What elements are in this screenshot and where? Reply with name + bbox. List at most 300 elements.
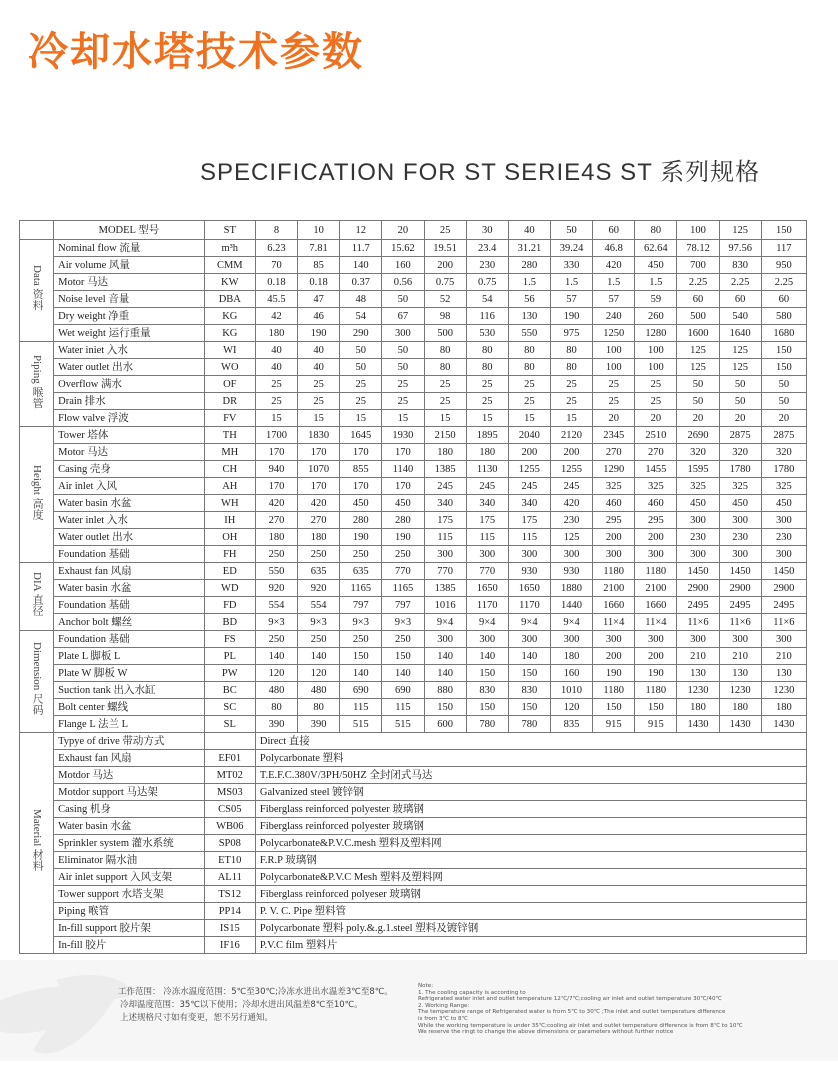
- table-cell: 1170: [508, 597, 550, 614]
- table-cell: 200: [635, 648, 677, 665]
- table-cell: 1.5: [593, 274, 635, 291]
- row-label: Piping 喉管: [54, 903, 205, 920]
- table-cell: 797: [340, 597, 382, 614]
- row-label: In-fill 胶片: [54, 937, 205, 954]
- footer-notes-cn: [118, 986, 393, 1025]
- table-cell: 940: [255, 461, 297, 478]
- table-row: [20, 546, 807, 563]
- table-cell: 150: [382, 648, 424, 665]
- table-cell: 180: [719, 699, 761, 716]
- table-cell: 450: [635, 257, 677, 274]
- table-cell: 1450: [719, 563, 761, 580]
- table-cell: 80: [424, 359, 466, 376]
- table-cell: 98: [424, 308, 466, 325]
- table-cell: 1255: [508, 461, 550, 478]
- table-cell: 500: [424, 325, 466, 342]
- row-code: KG: [204, 308, 255, 325]
- table-cell: 15: [424, 410, 466, 427]
- table-row: [20, 240, 807, 257]
- row-label: Water basin 水盆: [54, 818, 205, 835]
- table-cell: 57: [550, 291, 592, 308]
- table-cell: 80: [466, 342, 508, 359]
- table-cell: 420: [593, 257, 635, 274]
- table-cell: 250: [382, 631, 424, 648]
- table-cell: 1165: [382, 580, 424, 597]
- table-cell: 125: [677, 359, 719, 376]
- table-cell: 115: [508, 529, 550, 546]
- row-label: Air inlet support 入风支架: [54, 869, 205, 886]
- row-label: Sprinkler system 灌水系统: [54, 835, 205, 852]
- table-row: [20, 444, 807, 461]
- table-cell: 830: [466, 682, 508, 699]
- row-code: FS: [204, 631, 255, 648]
- table-cell: 120: [255, 665, 297, 682]
- table-cell: 690: [382, 682, 424, 699]
- table-cell: 180: [298, 529, 340, 546]
- table-cell: 2150: [424, 427, 466, 444]
- table-cell: 11×6: [761, 614, 806, 631]
- table-row: [20, 427, 807, 444]
- table-cell: 635: [298, 563, 340, 580]
- table-row: [20, 461, 807, 478]
- table-cell: 80: [255, 699, 297, 716]
- table-cell: 770: [424, 563, 466, 580]
- table-row: [20, 563, 807, 580]
- row-code: WB06: [204, 818, 255, 835]
- table-cell: 140: [298, 648, 340, 665]
- table-cell: 60: [677, 291, 719, 308]
- table-cell: 40: [255, 342, 297, 359]
- group-label-cell: [20, 733, 54, 954]
- table-cell: 1830: [298, 427, 340, 444]
- row-code: FD: [204, 597, 255, 614]
- table-cell: 15.62: [382, 240, 424, 257]
- table-cell: 50: [382, 291, 424, 308]
- table-cell: 1930: [382, 427, 424, 444]
- table-cell: 97.56: [719, 240, 761, 257]
- table-cell: 20: [593, 410, 635, 427]
- table-row: [20, 410, 807, 427]
- table-cell: 1230: [677, 682, 719, 699]
- material-value: F.R.P 玻璃钢: [255, 852, 806, 869]
- table-cell: 59: [635, 291, 677, 308]
- table-cell: 175: [508, 512, 550, 529]
- footer-notes-en: [418, 983, 828, 1036]
- footer-en-line: Refrigerated water inlet and outlet temperature 12℃/7℃;cooling air inlet and outlet temperature 30℃/40℃: [418, 996, 722, 1003]
- footer-cn-line: 上述规格尺寸如有变更，恕不另行通知。: [120, 1013, 274, 1023]
- table-cell: 550: [255, 563, 297, 580]
- table-cell: 200: [635, 529, 677, 546]
- table-cell: 600: [424, 716, 466, 733]
- table-cell: 1255: [550, 461, 592, 478]
- footer-en-line: While the working temperature is under 35℃;cooling air inlet and outlet temperature difference is from 8℃ to 10℃: [418, 1022, 743, 1029]
- table-cell: 9×4: [424, 614, 466, 631]
- table-cell: 460: [635, 495, 677, 512]
- row-code: TS12: [204, 886, 255, 903]
- table-cell: 140: [466, 648, 508, 665]
- row-label: Flange L 法兰 L: [54, 716, 205, 733]
- table-cell: 295: [593, 512, 635, 529]
- table-cell: 9×4: [466, 614, 508, 631]
- table-cell: 46: [298, 308, 340, 325]
- table-row: [20, 835, 807, 852]
- table-cell: 1016: [424, 597, 466, 614]
- table-cell: 15: [508, 410, 550, 427]
- table-cell: 130: [677, 665, 719, 682]
- material-value: Polycarbonate&P.V.C.mesh 塑料及塑料网: [255, 835, 806, 852]
- table-row: [20, 648, 807, 665]
- footer-cn-line: 工作范围： 冷冻水温度范围：5℃至30℃;冷冻水进出水温差3℃至8℃。: [118, 987, 393, 997]
- table-cell: 50: [719, 393, 761, 410]
- table-cell: 797: [382, 597, 424, 614]
- table-cell: 920: [298, 580, 340, 597]
- table-cell: 250: [340, 546, 382, 563]
- table-cell: 300: [761, 631, 806, 648]
- table-cell: 260: [635, 308, 677, 325]
- row-code: SC: [204, 699, 255, 716]
- table-cell: 6.23: [255, 240, 297, 257]
- material-value: Fiberglass reinforced polyester 玻璃钢: [255, 818, 806, 835]
- table-cell: 1180: [635, 563, 677, 580]
- table-cell: 300: [508, 631, 550, 648]
- table-cell: 230: [719, 529, 761, 546]
- table-cell: 117: [761, 240, 806, 257]
- table-cell: 140: [424, 665, 466, 682]
- row-code: OH: [204, 529, 255, 546]
- table-cell: 250: [382, 546, 424, 563]
- table-cell: 25: [550, 376, 592, 393]
- table-cell: 2900: [719, 580, 761, 597]
- row-label: Air volume 风量: [54, 257, 205, 274]
- table-cell: 530: [466, 325, 508, 342]
- table-cell: 9×4: [508, 614, 550, 631]
- table-cell: 245: [466, 478, 508, 495]
- table-cell: 180: [466, 444, 508, 461]
- table-cell: 325: [761, 478, 806, 495]
- table-cell: 1430: [677, 716, 719, 733]
- row-code: MT02: [204, 767, 255, 784]
- table-cell: 25: [508, 376, 550, 393]
- table-cell: 515: [340, 716, 382, 733]
- row-code: DBA: [204, 291, 255, 308]
- row-label: Water basin 水盆: [54, 580, 205, 597]
- table-cell: 300: [677, 512, 719, 529]
- group-label-cell: [20, 342, 54, 427]
- row-code: AH: [204, 478, 255, 495]
- table-cell: 130: [761, 665, 806, 682]
- table-cell: 250: [298, 546, 340, 563]
- table-cell: 250: [340, 631, 382, 648]
- model-column-header: 12: [340, 221, 382, 240]
- table-row: [20, 869, 807, 886]
- table-cell: 280: [508, 257, 550, 274]
- table-row: [20, 716, 807, 733]
- table-cell: 140: [508, 648, 550, 665]
- table-cell: 11×6: [677, 614, 719, 631]
- row-label: Typye of drive 带动方式: [54, 733, 205, 750]
- table-cell: 1.5: [508, 274, 550, 291]
- table-cell: 1645: [340, 427, 382, 444]
- table-cell: 320: [719, 444, 761, 461]
- table-cell: 1180: [593, 682, 635, 699]
- row-label: Exhaust fan 风扇: [54, 563, 205, 580]
- row-code: PP14: [204, 903, 255, 920]
- table-cell: 1880: [550, 580, 592, 597]
- table-cell: 780: [508, 716, 550, 733]
- material-value: Galvanized steel 镀锌钢: [255, 784, 806, 801]
- table-cell: 1.5: [550, 274, 592, 291]
- table-cell: 115: [382, 699, 424, 716]
- model-column-header: 60: [593, 221, 635, 240]
- row-code: SP08: [204, 835, 255, 852]
- table-cell: 320: [761, 444, 806, 461]
- table-cell: 950: [761, 257, 806, 274]
- table-cell: 140: [340, 665, 382, 682]
- table-cell: 1650: [508, 580, 550, 597]
- row-code: IS15: [204, 920, 255, 937]
- group-label: Piping 喉管: [31, 354, 44, 409]
- table-cell: 325: [593, 478, 635, 495]
- table-cell: 780: [466, 716, 508, 733]
- table-cell: 554: [298, 597, 340, 614]
- table-cell: 20: [677, 410, 719, 427]
- table-cell: 180: [677, 699, 719, 716]
- table-cell: 150: [635, 699, 677, 716]
- table-cell: 7.81: [298, 240, 340, 257]
- row-label: Exhaust fan 风扇: [54, 750, 205, 767]
- table-cell: 1.5: [635, 274, 677, 291]
- table-cell: 230: [677, 529, 719, 546]
- table-cell: 62.64: [635, 240, 677, 257]
- table-row: [20, 937, 807, 954]
- table-cell: 320: [677, 444, 719, 461]
- table-cell: 300: [550, 631, 592, 648]
- table-cell: 25: [466, 376, 508, 393]
- table-cell: 170: [298, 478, 340, 495]
- table-cell: 80: [550, 359, 592, 376]
- table-cell: 20: [635, 410, 677, 427]
- page-title: 冷却水塔技术参数: [28, 29, 364, 75]
- table-cell: 554: [255, 597, 297, 614]
- table-row: [20, 818, 807, 835]
- row-label: Water iniet 入水: [54, 342, 205, 359]
- table-cell: 25: [424, 393, 466, 410]
- footer-en-line: We reserve the ringt to change the above dimensions or parameters without further notice: [418, 1029, 674, 1036]
- material-value: Polycarbonate 塑料 poly.&.g.1.steel 塑料及镀锌钢: [255, 920, 806, 937]
- table-cell: 160: [550, 665, 592, 682]
- table-cell: 25: [298, 393, 340, 410]
- table-row: [20, 257, 807, 274]
- table-cell: 1010: [550, 682, 592, 699]
- table-cell: 150: [466, 665, 508, 682]
- table-cell: 25: [635, 376, 677, 393]
- table-cell: 0.75: [466, 274, 508, 291]
- table-row: [20, 342, 807, 359]
- group-label-cell: [20, 631, 54, 733]
- table-cell: 230: [761, 529, 806, 546]
- table-cell: 300: [466, 631, 508, 648]
- row-code: EF01: [204, 750, 255, 767]
- spec-title: SPECIFICATION FOR ST SERIE4S ST 系列规格: [200, 159, 761, 186]
- table-cell: 54: [466, 291, 508, 308]
- model-column-header: 50: [550, 221, 592, 240]
- table-cell: 2510: [635, 427, 677, 444]
- table-cell: 550: [508, 325, 550, 342]
- table-row: [20, 920, 807, 937]
- table-row: [20, 291, 807, 308]
- row-code: FV: [204, 410, 255, 427]
- table-cell: 31.21: [508, 240, 550, 257]
- table-cell: 450: [677, 495, 719, 512]
- table-cell: 2900: [677, 580, 719, 597]
- row-code: BC: [204, 682, 255, 699]
- table-cell: 80: [424, 342, 466, 359]
- table-cell: 1180: [593, 563, 635, 580]
- table-cell: 1290: [593, 461, 635, 478]
- table-cell: 1650: [466, 580, 508, 597]
- table-cell: 54: [340, 308, 382, 325]
- table-row: [20, 325, 807, 342]
- table-row: [20, 682, 807, 699]
- table-cell: 190: [382, 529, 424, 546]
- row-label: Nominal flow 流量: [54, 240, 205, 257]
- table-cell: 835: [550, 716, 592, 733]
- row-label: Casing 壳身: [54, 461, 205, 478]
- table-cell: 340: [508, 495, 550, 512]
- row-code: IF16: [204, 937, 255, 954]
- table-cell: 160: [382, 257, 424, 274]
- table-row: [20, 801, 807, 818]
- table-cell: 116: [466, 308, 508, 325]
- table-cell: 25: [382, 393, 424, 410]
- table-cell: 11×4: [635, 614, 677, 631]
- table-cell: 25: [255, 393, 297, 410]
- table-cell: 9×3: [255, 614, 297, 631]
- row-code: WH: [204, 495, 255, 512]
- table-cell: 540: [719, 308, 761, 325]
- table-row: [20, 478, 807, 495]
- row-label: Water outlet 出水: [54, 359, 205, 376]
- row-label: Foundation 基础: [54, 546, 205, 563]
- table-cell: 50: [761, 376, 806, 393]
- table-cell: 0.75: [424, 274, 466, 291]
- table-cell: 190: [593, 665, 635, 682]
- table-cell: 300: [593, 631, 635, 648]
- table-cell: 170: [382, 478, 424, 495]
- row-code: PW: [204, 665, 255, 682]
- table-cell: 325: [677, 478, 719, 495]
- table-cell: 9×3: [382, 614, 424, 631]
- table-cell: 150: [761, 342, 806, 359]
- table-row: [20, 903, 807, 920]
- table-cell: 1430: [719, 716, 761, 733]
- table-cell: 150: [761, 359, 806, 376]
- table-cell: 125: [719, 342, 761, 359]
- material-value: Polycarbonate&P.V.C Mesh 塑料及塑料网: [255, 869, 806, 886]
- row-code: SL: [204, 716, 255, 733]
- table-cell: 420: [298, 495, 340, 512]
- table-cell: 50: [340, 359, 382, 376]
- table-cell: 300: [719, 631, 761, 648]
- table-cell: 78.12: [677, 240, 719, 257]
- table-cell: 15: [298, 410, 340, 427]
- table-row: [20, 614, 807, 631]
- table-cell: 1680: [761, 325, 806, 342]
- table-cell: 300: [635, 631, 677, 648]
- group-label-cell: [20, 240, 54, 342]
- model-column-header: 40: [508, 221, 550, 240]
- row-code: FH: [204, 546, 255, 563]
- table-cell: 300: [677, 546, 719, 563]
- table-row: [20, 699, 807, 716]
- table-cell: 11.7: [340, 240, 382, 257]
- row-code: WI: [204, 342, 255, 359]
- table-cell: 300: [424, 546, 466, 563]
- table-cell: 23.4: [466, 240, 508, 257]
- table-cell: 9×3: [340, 614, 382, 631]
- material-value: Fiberglass reinforced polyeser 玻璃钢: [255, 886, 806, 903]
- table-cell: 50: [677, 376, 719, 393]
- row-code: AL11: [204, 869, 255, 886]
- footer-en-line: 2. Working Range:: [418, 1002, 470, 1009]
- table-cell: 450: [719, 495, 761, 512]
- material-value: P. V. C. Pipe 塑料管: [255, 903, 806, 920]
- table-cell: 15: [382, 410, 424, 427]
- row-code: MH: [204, 444, 255, 461]
- table-cell: 25: [550, 393, 592, 410]
- footer-cn-line: 冷却温度范围：35℃以下使用；冷却水进出风温差8℃至10℃。: [120, 1000, 363, 1010]
- table-cell: 170: [340, 478, 382, 495]
- row-label: Tower support 水塔支架: [54, 886, 205, 903]
- table-cell: 420: [550, 495, 592, 512]
- table-cell: 50: [677, 393, 719, 410]
- table-cell: 85: [298, 257, 340, 274]
- table-cell: 2.25: [677, 274, 719, 291]
- table-cell: 1595: [677, 461, 719, 478]
- table-cell: 180: [761, 699, 806, 716]
- table-cell: 1385: [424, 580, 466, 597]
- table-cell: 915: [593, 716, 635, 733]
- row-label: Eliminator 隔水油: [54, 852, 205, 869]
- table-cell: 770: [466, 563, 508, 580]
- table-cell: 25: [255, 376, 297, 393]
- model-column-header: 25: [424, 221, 466, 240]
- table-cell: 170: [340, 444, 382, 461]
- row-code: TH: [204, 427, 255, 444]
- table-cell: 25: [382, 376, 424, 393]
- table-cell: 47: [298, 291, 340, 308]
- table-cell: 240: [593, 308, 635, 325]
- table-cell: 1180: [635, 682, 677, 699]
- table-cell: 170: [382, 444, 424, 461]
- table-cell: 150: [340, 648, 382, 665]
- table-cell: 1660: [593, 597, 635, 614]
- table-cell: 39.24: [550, 240, 592, 257]
- table-cell: 11×4: [593, 614, 635, 631]
- group-label: Material 材料: [31, 809, 44, 872]
- table-cell: 2345: [593, 427, 635, 444]
- table-cell: 25: [466, 393, 508, 410]
- table-cell: 125: [550, 529, 592, 546]
- group-label: Dimension 尺码: [31, 642, 44, 716]
- table-cell: 500: [677, 308, 719, 325]
- row-code: ED: [204, 563, 255, 580]
- table-cell: 280: [382, 512, 424, 529]
- table-row: [20, 750, 807, 767]
- table-cell: 480: [298, 682, 340, 699]
- row-code: KW: [204, 274, 255, 291]
- table-cell: 1640: [719, 325, 761, 342]
